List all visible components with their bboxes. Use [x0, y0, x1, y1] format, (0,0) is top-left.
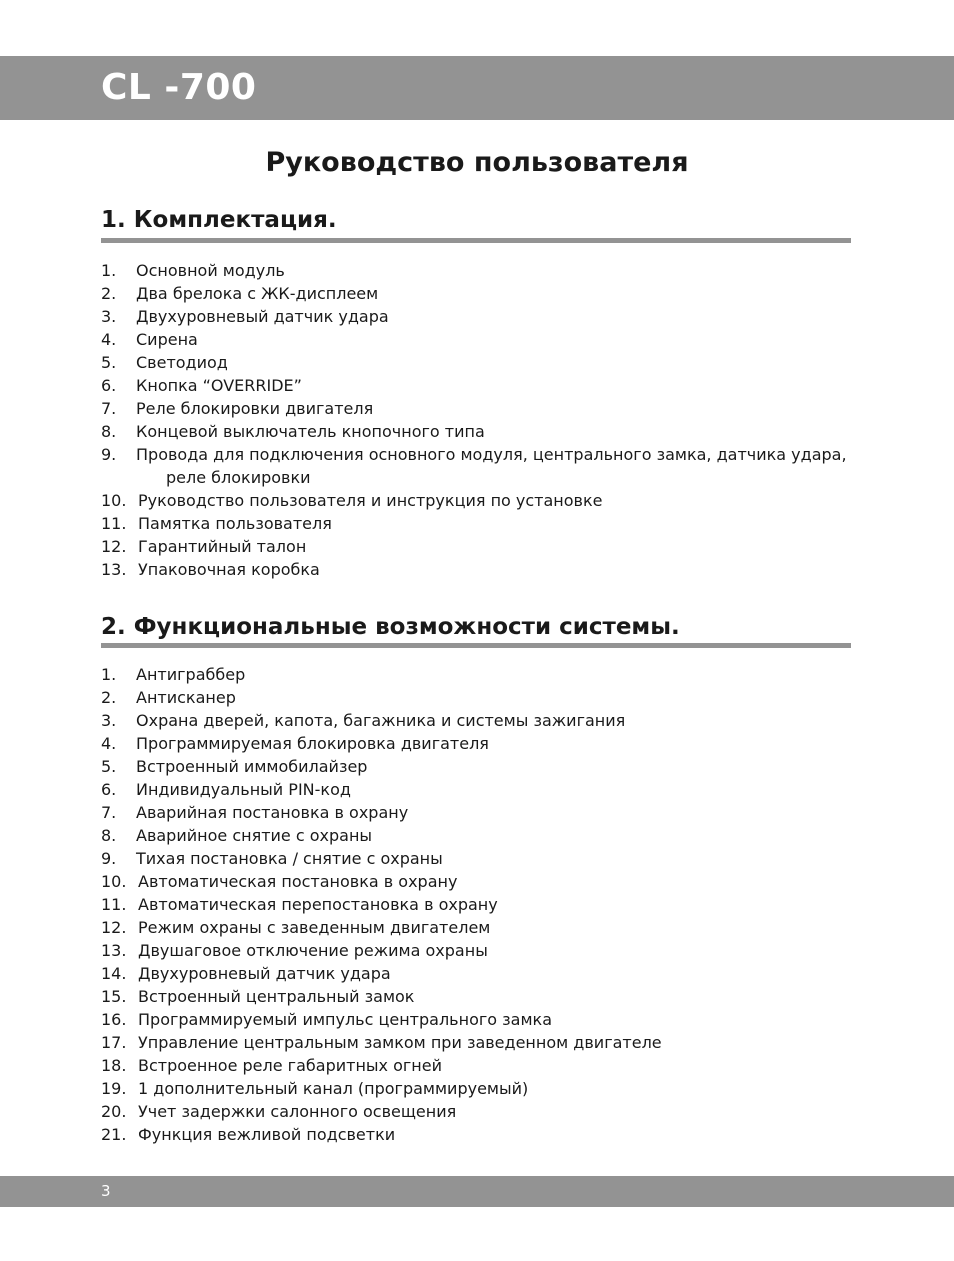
list-item-number: 8. — [101, 422, 117, 441]
list-item-number: 5. — [101, 353, 117, 372]
list-item — [101, 443, 851, 489]
list-item — [101, 259, 851, 282]
list-item-number: 2. — [101, 688, 117, 707]
list-item-number: 1. — [101, 261, 117, 280]
list-item — [101, 1123, 851, 1146]
list-item-number: 12. — [101, 537, 127, 556]
model-title: CL -700 — [101, 67, 257, 108]
list-item-text: Программируемый импульс центрального замка — [138, 1010, 552, 1029]
features-list — [101, 663, 851, 1146]
list-item-text: Режим охраны с заведенным двигателем — [138, 918, 491, 937]
list-item — [101, 1077, 851, 1100]
list-item-text: Тихая постановка / снятие с охраны — [136, 849, 443, 868]
list-item-text: Руководство пользователя и инструкция по установке — [138, 491, 603, 510]
list-item — [101, 824, 851, 847]
list-item-text: Основной модуль — [136, 261, 285, 280]
list-item — [101, 755, 851, 778]
list-item-number: 15. — [101, 987, 127, 1006]
list-item — [101, 939, 851, 962]
list-item — [101, 374, 851, 397]
list-item-text: Автоматическая перепостановка в охрану — [138, 895, 498, 914]
list-item-number: 3. — [101, 711, 117, 730]
list-item-text: Аварийная постановка в охрану — [136, 803, 409, 822]
list-item-number: 6. — [101, 376, 117, 395]
list-item-number: 13. — [101, 560, 127, 579]
list-item — [101, 420, 851, 443]
list-item-number: 7. — [101, 803, 117, 822]
list-item — [101, 663, 851, 686]
list-item — [101, 870, 851, 893]
list-item — [101, 351, 851, 374]
list-item — [101, 489, 851, 512]
list-item-number: 10. — [101, 872, 127, 891]
list-item-number: 4. — [101, 330, 117, 349]
list-item-number: 21. — [101, 1125, 127, 1144]
list-item-number: 3. — [101, 307, 117, 326]
list-item — [101, 1008, 851, 1031]
list-item — [101, 801, 851, 824]
list-item-text: Учет задержки салонного освещения — [138, 1102, 457, 1121]
list-item — [101, 686, 851, 709]
list-item-text: Управление центральным замком при заведенном двигателе — [138, 1033, 662, 1052]
list-item-number: 13. — [101, 941, 127, 960]
list-item — [101, 732, 851, 755]
list-item-text: Двухуровневый датчик удара — [138, 964, 391, 983]
header-band — [0, 56, 954, 120]
list-item-number: 2. — [101, 284, 117, 303]
list-item — [101, 916, 851, 939]
section-heading-contents: 1. Комплектация. — [101, 207, 337, 233]
list-item-number: 12. — [101, 918, 127, 937]
list-item-text: 1 дополнительный канал (программируемый) — [138, 1079, 529, 1098]
list-item-text: Встроенный центральный замок — [138, 987, 415, 1006]
list-item — [101, 535, 851, 558]
list-item — [101, 1031, 851, 1054]
list-item-text: Встроенное реле габаритных огней — [138, 1056, 442, 1075]
list-item — [101, 985, 851, 1008]
footer-band — [0, 1176, 954, 1207]
list-item — [101, 893, 851, 916]
list-item — [101, 847, 851, 870]
list-item-text: Провода для подключения основного модуля, центрального замка, датчика удара, — [136, 445, 847, 464]
list-item — [101, 512, 851, 535]
list-item-text: Автоматическая постановка в охрану — [138, 872, 458, 891]
list-item-text-continuation: реле блокировки — [166, 468, 311, 487]
list-item-number: 9. — [101, 445, 117, 464]
list-item-text: Антисканер — [136, 688, 236, 707]
list-item-number: 9. — [101, 849, 117, 868]
list-item-text: Индивидуальный PIN-код — [136, 780, 351, 799]
list-item-text: Два брелока с ЖК-дисплеем — [136, 284, 379, 303]
section-divider — [101, 643, 851, 648]
list-item — [101, 778, 851, 801]
list-item-text: Сирена — [136, 330, 198, 349]
page-title: Руководство пользователя — [265, 147, 689, 178]
list-item-text: Двухуровневый датчик удара — [136, 307, 389, 326]
list-item — [101, 558, 851, 581]
list-item — [101, 1100, 851, 1123]
list-item-text: Встроенный иммобилайзер — [136, 757, 368, 776]
list-item — [101, 397, 851, 420]
list-item-text: Светодиод — [136, 353, 228, 372]
list-item-text: Концевой выключатель кнопочного типа — [136, 422, 485, 441]
list-item-number: 4. — [101, 734, 117, 753]
list-item — [101, 962, 851, 985]
list-item-number: 19. — [101, 1079, 127, 1098]
list-item-text: Гарантийный талон — [138, 537, 307, 556]
list-item-text: Кнопка “OVERRIDE” — [136, 376, 302, 395]
list-item-text: Реле блокировки двигателя — [136, 399, 374, 418]
list-item-text: Функция вежливой подсветки — [138, 1125, 396, 1144]
list-item-number: 7. — [101, 399, 117, 418]
list-item-text: Охрана дверей, капота, багажника и системы зажигания — [136, 711, 626, 730]
list-item-number: 5. — [101, 757, 117, 776]
list-item-number: 6. — [101, 780, 117, 799]
list-item-text: Двушаговое отключение режима охраны — [138, 941, 488, 960]
list-item-text: Антиграббер — [136, 665, 246, 684]
list-item-number: 8. — [101, 826, 117, 845]
list-item-text: Аварийное снятие с охраны — [136, 826, 373, 845]
list-item-text: Памятка пользователя — [138, 514, 332, 533]
list-item-text: Упаковочная коробка — [138, 560, 320, 579]
list-item-number: 20. — [101, 1102, 127, 1121]
list-item — [101, 709, 851, 732]
list-item-number: 1. — [101, 665, 117, 684]
list-item-number: 16. — [101, 1010, 127, 1029]
list-item-number: 10. — [101, 491, 127, 510]
section-divider — [101, 238, 851, 243]
list-item-number: 17. — [101, 1033, 127, 1052]
list-item — [101, 305, 851, 328]
contents-list — [101, 259, 851, 581]
list-item-text: Программируемая блокировка двигателя — [136, 734, 489, 753]
list-item — [101, 282, 851, 305]
list-item — [101, 1054, 851, 1077]
list-item — [101, 328, 851, 351]
page-number: 3 — [101, 1182, 111, 1200]
list-item-number: 11. — [101, 514, 127, 533]
section-heading-features: 2. Функциональные возможности системы. — [101, 614, 680, 640]
list-item-number: 11. — [101, 895, 127, 914]
list-item-number: 18. — [101, 1056, 127, 1075]
list-item-number: 14. — [101, 964, 127, 983]
